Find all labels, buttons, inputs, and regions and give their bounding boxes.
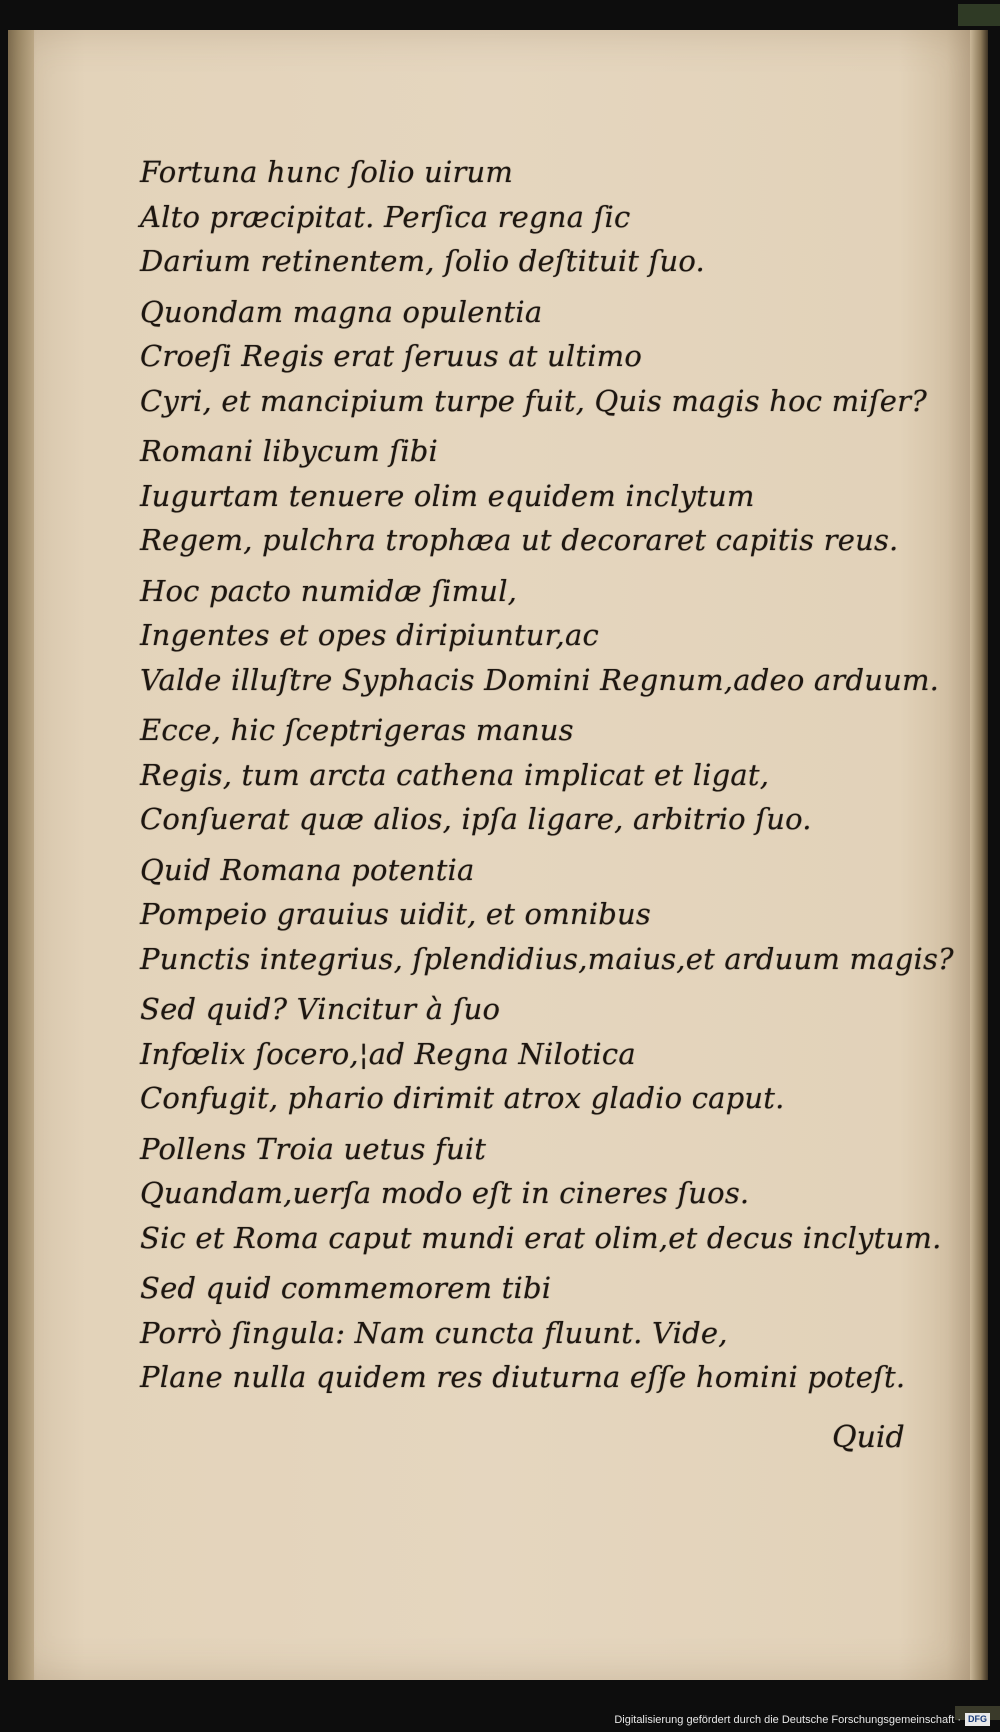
verse-line: Romani libycum ſibi	[140, 434, 439, 468]
verse-line: Cyri, et mancipium turpe fuit, Quis magis hoc miſer?	[140, 383, 927, 418]
verse-line: Pompeio grauius uidit, et omnibus	[140, 897, 651, 931]
stanza	[140, 1266, 940, 1400]
verse-line: Alto præcipitat. Perſica regna ſic	[140, 199, 631, 234]
stanza	[140, 150, 940, 284]
verse-line: Regis, tum arcta cathena implicat et ligat,	[140, 757, 770, 792]
verse-line: Pollens Troia uetus fuit	[140, 1131, 487, 1166]
verse-line: Croeſi Regis erat ſeruus at ultimo	[140, 339, 643, 373]
page-edge	[970, 30, 988, 1680]
digitization-credit	[614, 1713, 990, 1726]
verse-line: Hoc pacto numidæ ſimul,	[140, 573, 518, 608]
catchword: Quid	[832, 1420, 905, 1455]
verse-line: Sic et Roma caput mundi erat olim,et decus inclytum.	[140, 1220, 942, 1255]
verse-line: Infœlix ſocero,¦ad Regna Nilotica	[140, 1036, 636, 1071]
verse-line: Quandam,uerſa modo eſt in cineres ſuos.	[140, 1176, 750, 1210]
verse-line: Valde illuſtre Syphacis Domini Regnum,adeo arduum.	[140, 662, 940, 697]
verse-line: Sed quid commemorem tibi	[140, 1271, 552, 1305]
dfg-logo: DFG	[965, 1713, 990, 1726]
verse-line: Plane nulla quidem res diuturna eſſe homini poteſt.	[140, 1360, 906, 1394]
verse-line: Ecce, hic ſceptrigeras manus	[140, 713, 574, 747]
stanza	[140, 708, 940, 842]
stanza	[140, 569, 940, 703]
book-cover-corner	[958, 4, 1000, 26]
binding-edge	[8, 30, 34, 1680]
verse-line: Iugurtam tenuere olim equidem inclytum	[140, 478, 755, 513]
verse-line: Sed quid? Vincitur à ſuo	[140, 992, 501, 1026]
verse-line: Quondam magna opulentia	[140, 294, 543, 329]
verse-line: Conſuerat quæ alios, ipſa ligare, arbitrio ſuo.	[140, 802, 812, 836]
stanza	[140, 290, 940, 424]
stanza	[140, 1127, 940, 1261]
verse-line: Fortuna hunc ſolio uirum	[140, 155, 514, 189]
stanza	[140, 987, 940, 1121]
stanza	[140, 429, 940, 563]
verse-line: Punctis integrius, ſplendidius,maius,et arduum magis?	[140, 941, 954, 976]
verse-line: Darium retinentem, ſolio deſtituit ſuo.	[140, 244, 705, 278]
verse-line: Quid Romana potentia	[140, 852, 475, 887]
stanza	[140, 848, 954, 982]
verse-line: Ingentes et opes diripiuntur,ac	[140, 618, 599, 652]
credit-text: Digitalisierung gefördert durch die Deutsche Forschungsgemeinschaft ·	[614, 1713, 961, 1726]
verse-line: Porrò ſingula: Nam cuncta fluunt. Vide,	[140, 1315, 728, 1350]
verse-line: Confugit, phario dirimit atrox gladio caput.	[140, 1081, 785, 1115]
verse-line: Regem, pulchra trophæa ut decoraret capitis reus.	[140, 523, 899, 557]
verse-text	[140, 150, 954, 1406]
